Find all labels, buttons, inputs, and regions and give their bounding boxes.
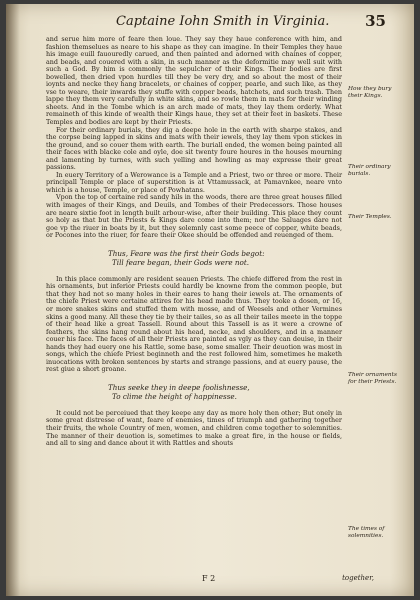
page-footer bbox=[46, 574, 386, 588]
margin-note-solemnities: The times of solemnities. bbox=[348, 526, 385, 539]
margin-note-ordinary-burials: Their ordinary burials. bbox=[348, 164, 391, 177]
page-body bbox=[46, 36, 342, 566]
book-page bbox=[6, 4, 414, 596]
verse-fear bbox=[108, 249, 342, 267]
paragraph-priests: In this place commonly are resident seauen Priests. The chiefe differed from the rest in his ornaments, but inferior Priests could hardly be knowne from the common people, but that they had not so many holes in their eares to hang their iewels at. The ornaments of the chiefe Priest were certaine attires for his head made thus. They tooke a dosen, or 16, or more snakes skins and stuffed them with mosse, and of Weesels and other Vermines skins a good many. All these they tie by their tailes, so as all their tailes meete in the toppe of their head like a great Tassell. Round about this Tassell is as it were a crowne of feathers, the skins hang round about his head, necke, and shoulders, and in a manner couer his face. The faces of all their Priests are painted as vgly as they can deuise, in their hands they had euery one his Rattle, some base, some smaller. Their deuotion was most in songs, which the chiefe Priest beginneth and the rest followed him, sometimes he maketh inuocations with broken sentences by starts and strange passions, and at euery pause, the rest giue a short groane. bbox=[46, 274, 342, 374]
page-header bbox=[46, 12, 386, 34]
margin-note-priest-ornaments: Their ornaments for their Priests. bbox=[348, 372, 397, 385]
margin-note-kings-burial: How they bury their Kings. bbox=[348, 86, 392, 99]
paragraph-red-hills: Vpon the top of certaine red sandy hils in the woods, there are three great houses filled with images of their Kings, and Deuils, and Tombes of their Predecessors. Those houses are neare sixtie foot in length built arbour-wise, after their building. This place they count so holy as that but the Priests & Kings dare come into them; nor the Saluages dare not goe vp the riuer in boats by it, but they solemnly cast some peece of copper, white beads, or Pocones into the riuer, for feare their Okee should be offended and reuenged of them. bbox=[46, 193, 342, 240]
verse-foolishness bbox=[108, 383, 342, 401]
paragraph-ordinary-burials: For their ordinary burials, they dig a deepe hole in the earth with sharpe stakes, and the corpse being lapped in skins and mats with their iewels, they lay them vpon stickes in the ground, and so couer them with earth. The buriall ended, the women being painted all their faces with blacke cole and oyle, doe sit twenty foure houres in the houses mourning and lamenting by turnes, with such yelling and howling as may expresse their great passions. bbox=[46, 125, 342, 172]
verse-line: To clime the height of happinesse. bbox=[112, 391, 237, 401]
verse-line: Thus, Feare was the first their Gods begot: bbox=[108, 248, 265, 258]
signature-mark: F 2 bbox=[202, 574, 216, 583]
catchword: together, bbox=[342, 574, 374, 582]
paragraph-temples: In euery Territory of a Werowance is a Temple and a Priest, two or three or more. Their principall Temple or place of superstition is at Vttamussack, at Pamavnkee, neare vnto which is a house, Temple, or place of Powhatans. bbox=[46, 170, 342, 194]
paragraph-kings-burial: and serue him more of feare then loue. They say they haue conference with him, and fashion themselues as neare to his shape as they can imagine. In their Temples they haue his image euill fauouredly carued, and then painted and adorned with chaines of copper, and beads, and couered with a skin, in such manner as the deformitie may well suit with such a God. By him is commonly the sepulcher of their Kings. Their bodies are first bowelled, then dried vpon hurdles till they be very dry, and so about the most of their ioynts and necke they hang bracelets, or chaines of copper, pearle, and such like, as they vse to weare, their inwards they stuffe with copper beads, hatchets, and such trash. Then lappe they them very carefully in white skins, and so rowle them in mats for their winding sheets. And in the Tombe which is an arch made of mats, they lay them orderly. What remaineth of this kinde of wealth their Kings haue, they set at their feet in baskets. These Temples and bodies are kept by their Priests. bbox=[46, 35, 342, 127]
page-gutter-shadow bbox=[6, 4, 20, 596]
verse-line: Till feare began, their Gods were not. bbox=[112, 257, 250, 267]
running-title: Captaine Iohn Smith in Virginia. bbox=[116, 14, 330, 29]
verse-line: Thus seeke they in deepe foolishnesse, bbox=[108, 382, 250, 392]
paragraph-solemnities: It could not be perceiued that they keepe any day as more holy then other; But onely in some great distresse of want, feare of enemies, times of triumph and gathering together their fruits, the whole Country of men, women, and children come together to solemnities. The manner of their deuotion is, sometimes to make a great fire, in the house or fields, and all to sing and dance about it with Rattles and shouts bbox=[46, 408, 342, 448]
margin-note-temples: Their Temples. bbox=[348, 214, 392, 220]
page-number: 35 bbox=[365, 12, 386, 30]
